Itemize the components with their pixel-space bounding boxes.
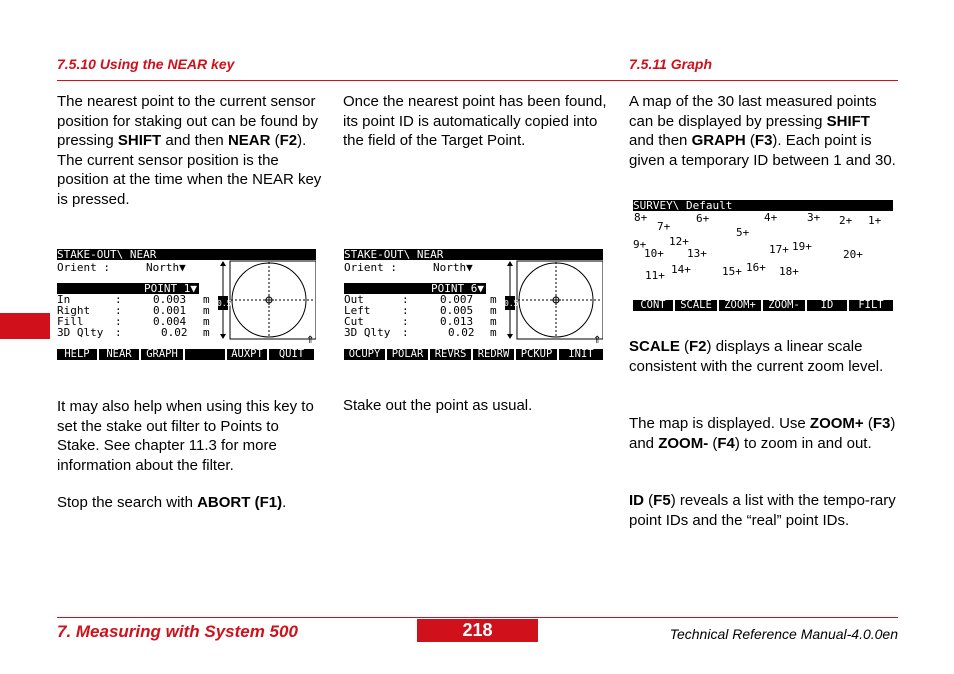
softkey-graph[interactable]: GRAPH bbox=[141, 349, 183, 360]
value-rows bbox=[344, 294, 509, 339]
graph-point: 13+ bbox=[687, 247, 707, 260]
screen-title: STAKE-OUT\ NEAR bbox=[57, 249, 316, 260]
row-3d-qlty: 3D Qlty : 0.02 m bbox=[57, 326, 210, 339]
softkey-zoom-minus[interactable]: ZOOM- bbox=[763, 300, 805, 311]
row-fill: Fill : 0.004 m bbox=[57, 315, 210, 328]
softkey-redrw[interactable]: REDRW bbox=[473, 349, 514, 360]
softkey-scale[interactable]: SCALE bbox=[675, 300, 717, 311]
graph-screen bbox=[633, 200, 893, 310]
row-left: Left : 0.005 m bbox=[344, 304, 497, 317]
graph-point: 6+ bbox=[696, 212, 710, 225]
stakeout-screen-1 bbox=[57, 249, 316, 359]
scale-label: 0.5 bbox=[217, 299, 232, 308]
col3-paragraph-3: The map is displayed. Use ZOOM+ (F3) and ZOOM- (F4) to zoom in and out. bbox=[629, 415, 896, 452]
softkey-id[interactable]: ID bbox=[807, 300, 847, 311]
softkey-bar bbox=[344, 347, 603, 358]
graph-softkey-bar bbox=[633, 298, 893, 309]
graph-point: 14+ bbox=[671, 263, 691, 276]
section-heading-graph: 7.5.11 Graph bbox=[629, 56, 713, 72]
graph-point: 2+ bbox=[839, 214, 853, 227]
graph-point: 11+ bbox=[645, 269, 665, 282]
graph-point: 9+ bbox=[633, 238, 647, 251]
row-cut: Cut : 0.013 m bbox=[344, 315, 497, 328]
col3-paragraph-4: ID (F5) reveals a list with the tempo-rary point IDs and the “real” point IDs. bbox=[629, 492, 896, 529]
softkey-help[interactable]: HELP bbox=[57, 349, 97, 360]
softkey-polar[interactable]: POLAR bbox=[387, 349, 428, 360]
softkey-filt[interactable]: FILT bbox=[849, 300, 893, 311]
graph-point: 17+ bbox=[769, 243, 789, 256]
col1-paragraph-1: The nearest point to the current sensor position for staking out can be found by pressing SHIFT and then NEAR (F2). The current sensor position is the position at the time when the NEAR key is pressed. bbox=[57, 93, 322, 208]
graph-point: 1+ bbox=[868, 214, 882, 227]
graph-point: 4+ bbox=[764, 211, 778, 224]
header-rule bbox=[57, 80, 898, 81]
col3-paragraph-1: A map of the 30 last measured points can be displayed by pressing SHIFT and then GRAPH (F3). Each point is given a temporary ID between 1 and 30. bbox=[629, 93, 896, 169]
graph-point: 19+ bbox=[792, 240, 812, 253]
graph-point: 15+ bbox=[722, 265, 742, 278]
point-selector[interactable]: POINT 6▼ bbox=[344, 283, 486, 294]
scale-graphic bbox=[218, 260, 316, 340]
shift-arrow-icon: ⇑ bbox=[593, 335, 602, 346]
chapter-tab bbox=[0, 313, 50, 339]
softkey-quit[interactable]: QUIT bbox=[269, 349, 314, 360]
softkey-bar bbox=[57, 347, 316, 358]
point-selector[interactable]: POINT 1▼ bbox=[57, 283, 199, 294]
page-number: 218 bbox=[417, 619, 538, 642]
graph-point: 18+ bbox=[779, 265, 799, 278]
graph-point: 3+ bbox=[807, 211, 821, 224]
graph-point: 5+ bbox=[736, 226, 750, 239]
col2-paragraph-2: Stake out the point as usual. bbox=[343, 397, 533, 414]
softkey-empty[interactable] bbox=[185, 349, 225, 360]
target-circle-icon bbox=[218, 260, 316, 340]
stakeout-screen-2 bbox=[344, 249, 603, 359]
scale-graphic bbox=[505, 260, 603, 340]
softkey-init[interactable]: INIT bbox=[559, 349, 603, 360]
graph-point: 7+ bbox=[657, 220, 671, 233]
orient-value[interactable]: North▼ bbox=[146, 261, 186, 274]
col3-paragraph-2: SCALE (F2) displays a linear scale consistent with the current zoom level. bbox=[629, 338, 884, 375]
col1-paragraph-3: Stop the search with ABORT (F1). bbox=[57, 494, 287, 511]
graph-title: SURVEY\ Default bbox=[633, 200, 893, 211]
col1-paragraph-2: It may also help when using this key to set the stake out filter to Points to Stake. See chapter 11.3 for more information about the filter. bbox=[57, 398, 314, 474]
softkey-auxpt[interactable]: AUXPT bbox=[227, 349, 267, 360]
graph-point: 12+ bbox=[669, 235, 689, 248]
row-in: In : 0.003 m bbox=[57, 293, 210, 306]
orient-value[interactable]: North▼ bbox=[433, 261, 473, 274]
softkey-revrs[interactable]: REVRS bbox=[430, 349, 471, 360]
graph-point: 16+ bbox=[746, 261, 766, 274]
graph-point: 8+ bbox=[634, 211, 648, 224]
shift-arrow-icon: ⇑ bbox=[306, 335, 315, 346]
orient-label: Orient : bbox=[57, 261, 110, 274]
scale-label: 0.5 bbox=[504, 299, 519, 308]
section-heading-near: 7.5.10 Using the NEAR key bbox=[57, 56, 235, 72]
row-out: Out : 0.007 m bbox=[344, 293, 497, 306]
orient-label: Orient : bbox=[344, 261, 397, 274]
graph-point: 10+ bbox=[644, 247, 664, 260]
footer-rule bbox=[57, 617, 898, 618]
target-circle-icon bbox=[505, 260, 603, 340]
softkey-ocupy[interactable]: OCUPY bbox=[344, 349, 385, 360]
col2-paragraph-1: Once the nearest point has been found, its point ID is automatically copied into the field of the Target Point. bbox=[343, 93, 607, 149]
row-right: Right : 0.001 m bbox=[57, 304, 210, 317]
softkey-near[interactable]: NEAR bbox=[99, 349, 139, 360]
softkey-cont[interactable]: CONT bbox=[633, 300, 673, 311]
row-3d-qlty: 3D Qlty : 0.02 m bbox=[344, 326, 497, 339]
softkey-zoom-plus[interactable]: ZOOM+ bbox=[719, 300, 761, 311]
footer-chapter-title: 7. Measuring with System 500 bbox=[57, 622, 298, 641]
footer-manual-title: Technical Reference Manual-4.0.0en bbox=[669, 626, 898, 642]
screen-title: STAKE-OUT\ NEAR bbox=[344, 249, 603, 260]
value-rows bbox=[57, 294, 222, 339]
softkey-pckup[interactable]: PCKUP bbox=[516, 349, 557, 360]
graph-point: 20+ bbox=[843, 248, 863, 261]
